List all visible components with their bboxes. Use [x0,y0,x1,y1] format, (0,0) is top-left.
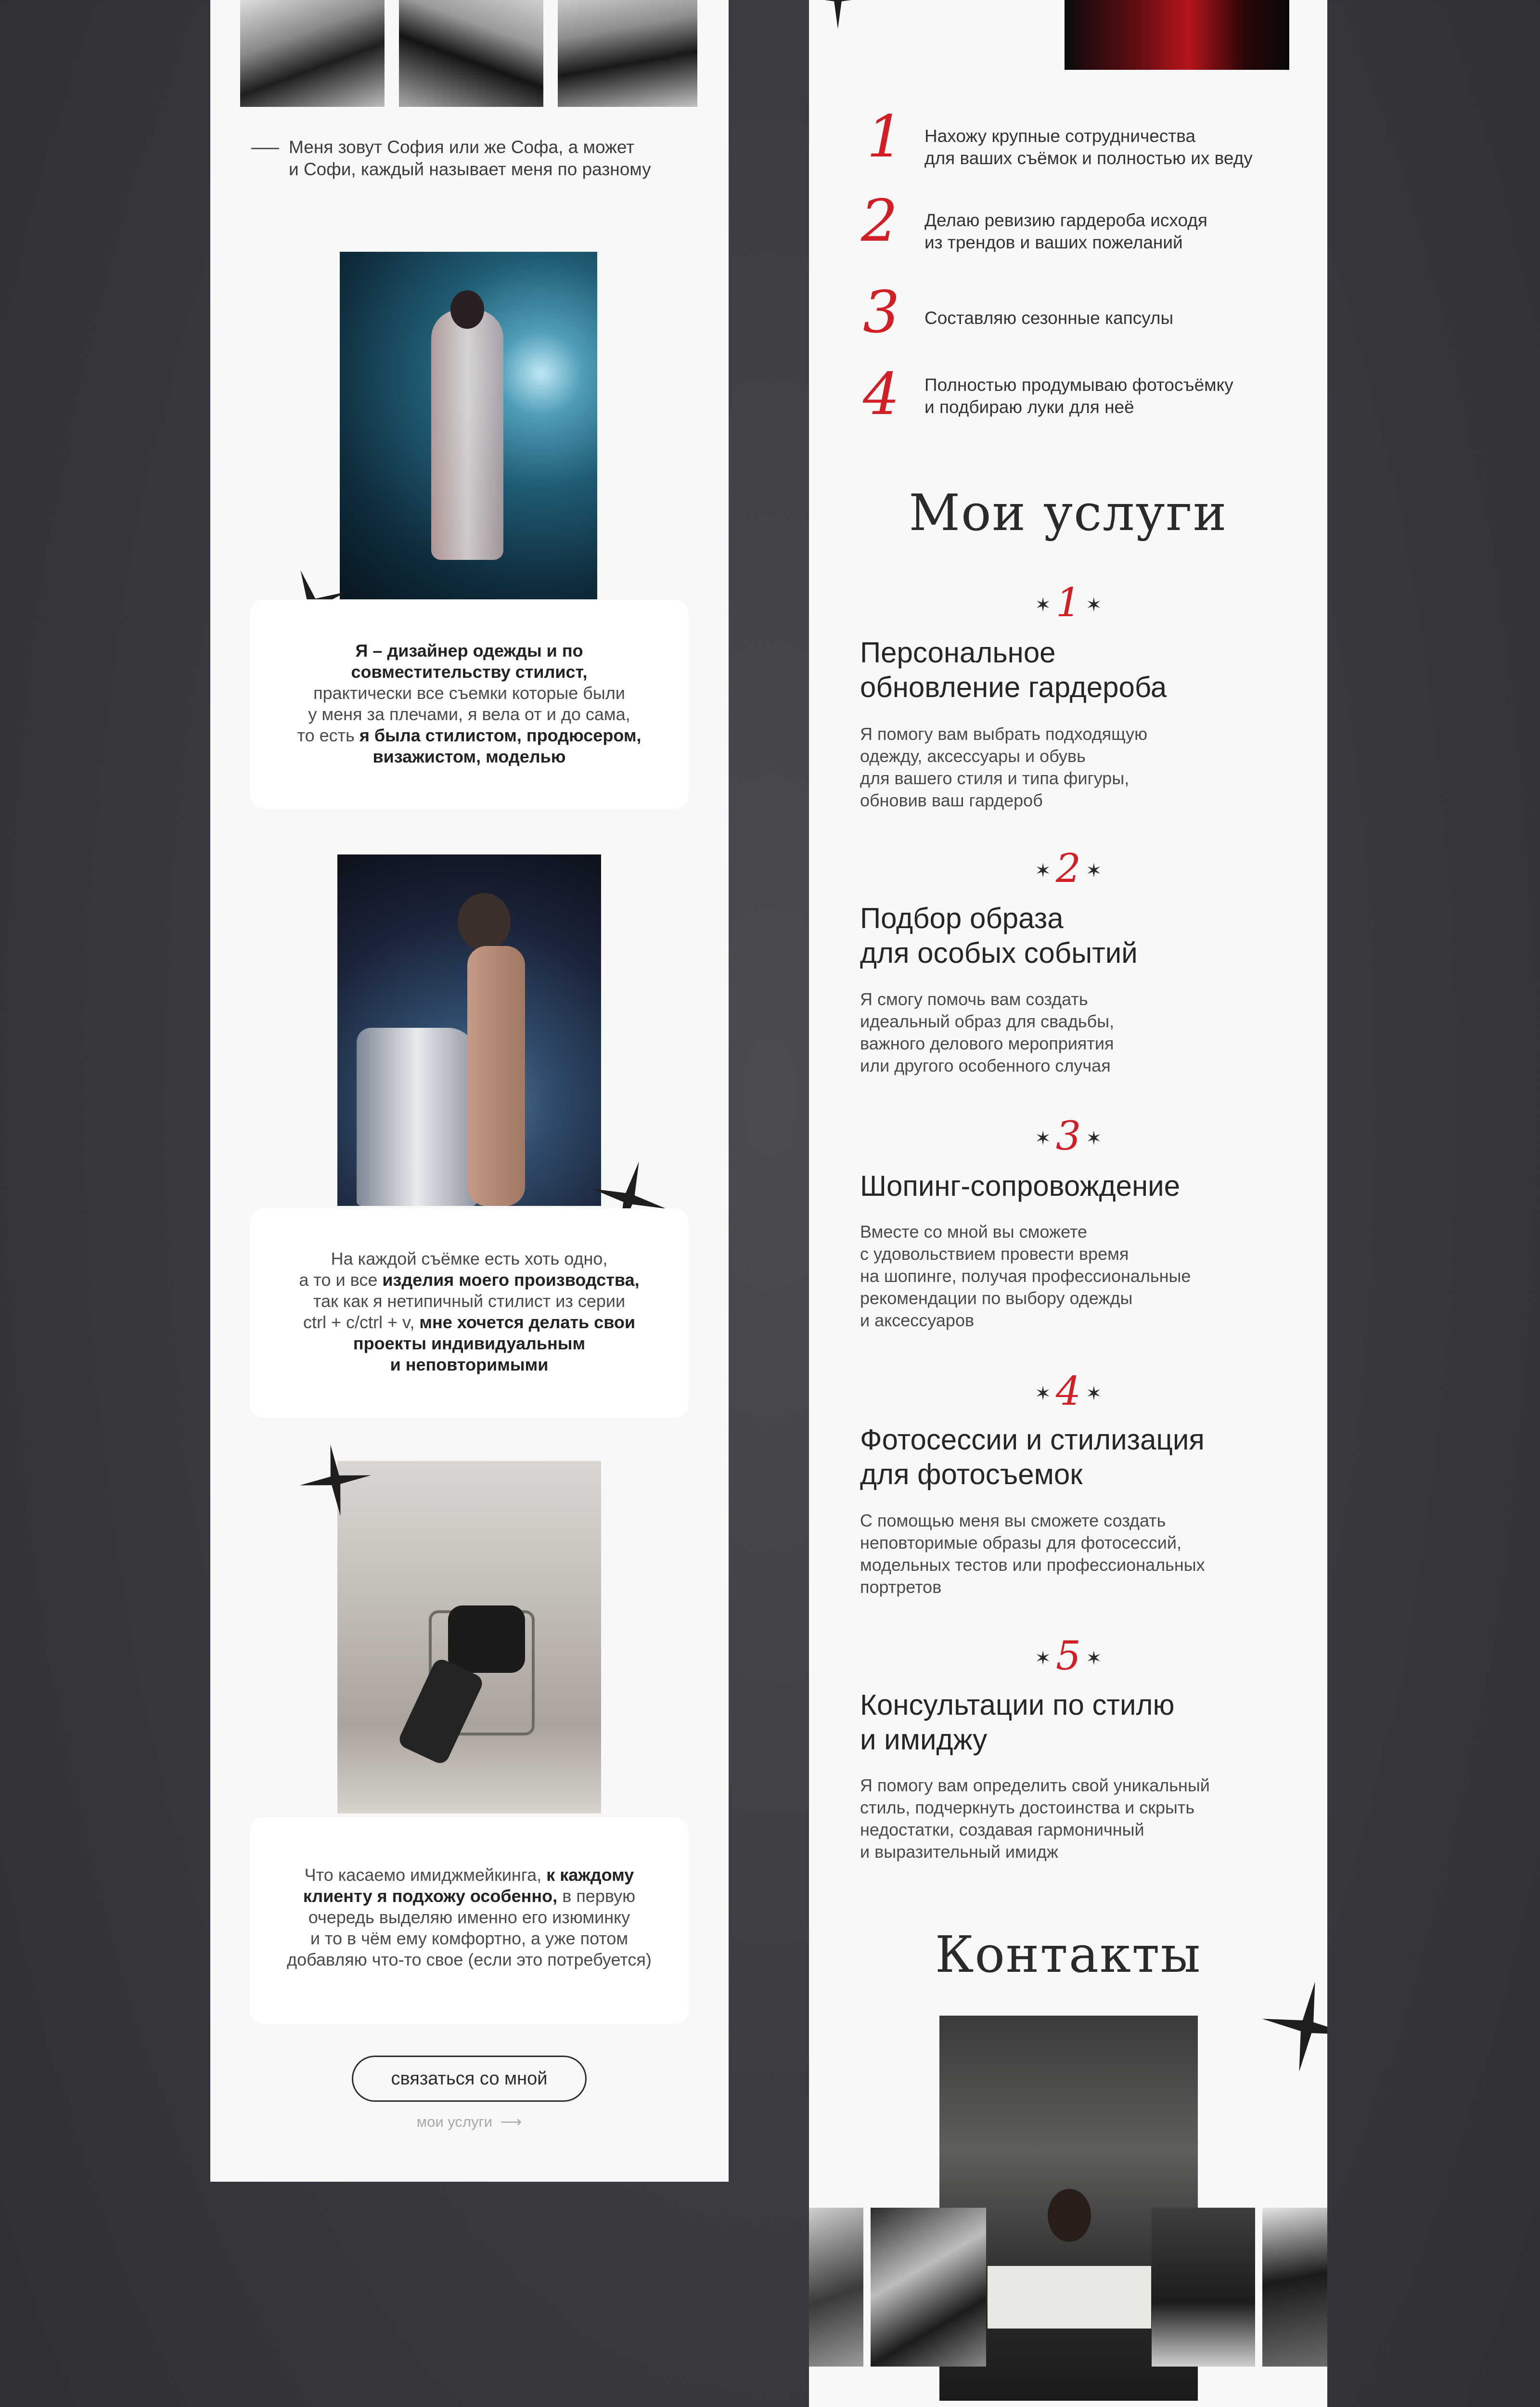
service-number-3: ✶ 3 ✶ [1035,1113,1102,1159]
arrow-right-icon: ⟶ [500,2113,522,2130]
contact-photo-right-1 [1152,2208,1255,2367]
step-text-3: Составляю сезонные капсулы [924,308,1174,328]
card3-text-2: в первую очередь выделяю именно его изюминку и то в чём ему комфортно, а уже потом добавляю что-то свое (если это потребуется) [287,1886,652,1969]
step-text-1: Нахожу крупные сотрудничества для ваших съёмок и полностью их веду [924,126,1253,168]
services-panel [809,0,1327,2407]
step-number-4: 4 [863,361,900,428]
sparkle-star-icon [299,1439,372,1521]
step-number-2: 2 [861,188,898,255]
sparkle-star-icon [1261,1974,1327,2080]
my-services-link[interactable] [373,2113,565,2131]
service-title-4: Фотосессии и стилизация для фотосъемок [860,1423,1205,1490]
about-panel [210,0,729,2182]
photo-chair-studio [337,1461,601,1813]
service-desc-5: Я помогу вам определить свой уникальный стиль, подчеркнуть достоинства и скрыть недостатки, создавая гармоничный и выразительный имидж [860,1775,1210,1862]
contact-photo-left-2 [871,2208,986,2367]
about-card-1 [250,599,689,809]
about-card-3 [250,1817,689,2024]
step-number-3: 3 [863,279,900,346]
service-desc-4: С помощью меня вы сможете создать неповторимые образы для фотосессий, модельных тестов или профессиональных портретов [860,1511,1205,1597]
bw-photo-3 [558,0,697,107]
photo-red-top [1065,0,1289,70]
service-number-2: ✶ 2 ✶ [1035,846,1102,892]
contact-me-button[interactable]: связаться со мной [352,2056,587,2102]
step-number-1: 1 [867,104,904,170]
card3-bold: к каждому клиенту я подхожу особенно, [303,1865,634,1906]
service-desc-2: Я смогу помочь вам создать идеальный образ для свадьбы, важного делового мероприятия или другого особенного случая [860,989,1115,1075]
service-number-1: ✶ 1 ✶ [1035,580,1102,626]
card2-text-1: На каждой съёмке есть хоть одно, а то и все [299,1249,608,1290]
card3-text-1: Что касаемо имиджмейкинга, [304,1865,542,1885]
step-text-2: Делаю ревизию гардероба исходя из трендов и ваших пожеланий [924,210,1207,252]
card1-text: практически все съемки которые были у меня за плечами, я вела от и до сама, то есть [297,683,630,745]
service-number-5: ✶ 5 ✶ [1035,1633,1102,1679]
service-title-1: Персональное обновление гардероба [860,636,1167,703]
card2-bold-projects: мне хочется делать свои проекты индивидуальным и неповторимыми [353,1312,635,1374]
services-title: Мои услуги [909,483,1228,542]
about-card-2 [250,1208,689,1418]
service-title-2: Подбор образа для особых событий [860,902,1138,969]
intro-caption: Меня зовут София или же Софа, а может и Софи, каждый называет меня по разному [289,137,651,179]
step-text-4: Полностью продумываю фотосъёмку и подбираю луки для неё [924,375,1233,417]
card1-bold-intro: Я – дизайнер одежды и по совместительству стилист, [351,641,588,682]
service-desc-1: Я помогу вам выбрать подходящую одежду, аксессуары и обувь для вашего стиля и типа фигуры, обновив ваш гардероб [860,724,1148,810]
service-desc-3: Вместе со мной вы сможете с удовольствием провести время на шопинге, получая профессиональные рекомендации по выбору одежды и аксессуаров [860,1222,1191,1330]
contact-photo-right-2 [1262,2208,1327,2367]
card2-text-2: так как я нетипичный стилист из серии ctrl + c/ctrl + v, [303,1291,626,1332]
service-title-5: Консультации по стилю и имиджу [860,1689,1175,1756]
caption-dash [251,148,279,149]
service-title-3: Шопинг-сопровождение [860,1170,1181,1202]
contact-photo-left-1 [809,2208,863,2367]
photo-teal-stage [340,252,597,599]
sparkle-star-icon [809,0,886,29]
my-services-link-label: мои услуги [416,2113,493,2130]
service-number-4: ✶ 4 ✶ [1035,1369,1102,1414]
card1-bold-roles: я была стилистом, продюсером, визажистом, моделью [359,725,642,766]
card2-bold-production: изделия моего производства, [382,1270,640,1290]
contacts-title: Контакты [935,1925,1202,1984]
bw-photo-2 [399,0,543,107]
photo-dress-back [337,854,601,1206]
bw-photo-1 [240,0,385,107]
